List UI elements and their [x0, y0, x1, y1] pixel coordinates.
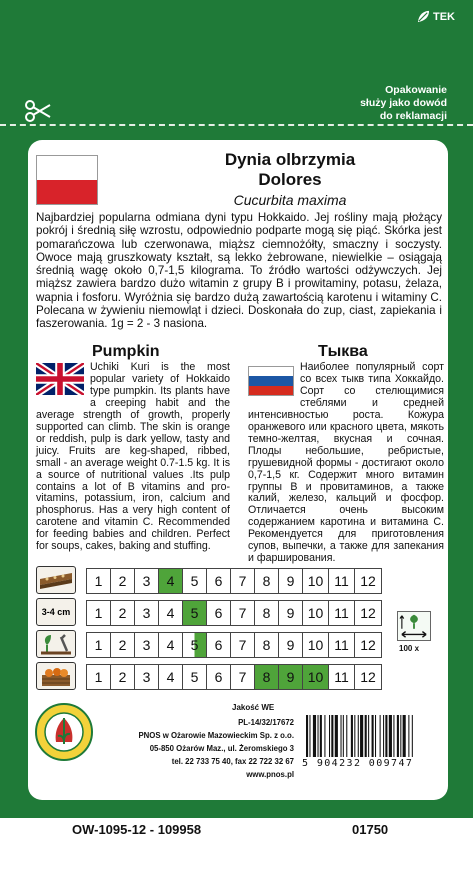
month-cell: 7 — [231, 665, 255, 689]
month-cell: 1 — [87, 633, 111, 657]
month-cell: 10 — [303, 633, 329, 657]
month-cell: 6 — [207, 665, 231, 689]
month-cell: 11 — [329, 665, 355, 689]
month-cell: 5 — [183, 601, 207, 625]
month-cell: 9 — [279, 601, 303, 625]
month-cells — [86, 664, 382, 690]
month-cell: 9 — [279, 633, 303, 657]
transplant-icon — [36, 630, 76, 658]
month-cell: 4 — [159, 633, 183, 657]
month-cell: 11 — [329, 633, 355, 657]
month-cell: 3 — [135, 601, 159, 625]
month-cell: 6 — [207, 633, 231, 657]
month-cell: 7 — [231, 569, 255, 593]
russian-text: Наиболее популярный сорт со всех тыкв типа Хоккайдо. Сорт со стелющимися стеблями и средней интенсивностью роста. Кожура оранжевого или красного цвета, мякоть темно-желтая, вкусная и сочная. Плоды небольшие, ребристые, грушевидной формы - достигают около 0,7-1,5 кг. Содержит много витамин группы B и провитаминов, а также калий, железо, кальций и фосфор. Отличается очень высоким содержанием каротина и витамина С. Рекомендуется для приготовления супов, выпечки, а также для запекания и фарширования. — [248, 361, 444, 565]
month-cell: 12 — [355, 633, 381, 657]
month-cell: 7 — [231, 633, 255, 657]
month-cell: 4 — [159, 665, 183, 689]
month-cell: 7 — [231, 601, 255, 625]
month-cell: 5 — [183, 633, 207, 657]
producer-info — [100, 716, 294, 781]
month-cell: 3 — [135, 665, 159, 689]
sowing-depth-icon — [36, 598, 76, 626]
pnos-logo — [34, 702, 94, 762]
month-cell: 8 — [255, 633, 279, 657]
month-cell: 8 — [255, 601, 279, 625]
uk-flag — [36, 363, 84, 395]
month-cells — [86, 600, 382, 626]
seed-tray-icon — [36, 566, 76, 594]
calendar-row — [36, 662, 376, 690]
polish-flag — [36, 155, 98, 205]
month-cell: 8 — [255, 665, 279, 689]
product-name: Dynia olbrzymia — [224, 150, 356, 169]
month-cell: 1 — [87, 665, 111, 689]
month-cell: 3 — [135, 569, 159, 593]
month-cell: 9 — [279, 569, 303, 593]
month-cell: 10 — [303, 569, 329, 593]
month-cell: 8 — [255, 569, 279, 593]
complaint-line-1: Opakowanie — [385, 84, 447, 96]
spacing-label: 100 x — [399, 644, 420, 653]
sowing-depth-label: 3-4 cm — [41, 607, 71, 617]
month-cell: 9 — [279, 665, 303, 689]
month-cell: 2 — [111, 601, 135, 625]
month-cell: 12 — [355, 569, 381, 593]
month-cells — [86, 568, 382, 594]
month-cell: 10 — [303, 601, 329, 625]
tek-brand — [417, 10, 455, 23]
russian-flag — [248, 366, 294, 396]
leaf-icon — [417, 10, 430, 23]
month-cell: 5 — [183, 569, 207, 593]
barcode-digits: 5 904232 009747 — [302, 758, 414, 769]
batch-number: 01750 — [352, 822, 389, 837]
month-cell: 11 — [329, 569, 355, 593]
month-cell: 3 — [135, 633, 159, 657]
month-cell: 4 — [159, 569, 183, 593]
month-cell: 12 — [355, 665, 381, 689]
calendar-row — [36, 566, 376, 594]
english-heading: Pumpkin — [92, 343, 160, 360]
complaint-line-2: służy jako dowód — [360, 97, 447, 109]
latin-name: Cucurbita maxima — [233, 192, 347, 208]
month-cell: 12 — [355, 601, 381, 625]
producer-name: PNOS w Ożarowie Mazowieckim Sp. z o.o. — [138, 731, 294, 740]
month-cell: 2 — [111, 633, 135, 657]
calendar-row — [36, 630, 376, 658]
month-cell: 1 — [87, 569, 111, 593]
registration-number: PL-14/32/17672 — [238, 718, 294, 727]
month-cell: 4 — [159, 601, 183, 625]
product-code: OW-1095-12 - 109958 — [72, 822, 202, 837]
description-polish: Najbardziej popularna odmiana dyni typu Hokkaido. Jej rośliny mają płożący pokrój i średnią siłę wzrostu, odpowiednio podparte mogą się piąć. Skórka jest pomarańczowa lub czerwonawa, miąższ ciemnożółty, smaczny i soczysty. Owoce mają gruszkowaty kształt, są lekko żebrowane, niewielkie – osiągają średnią wagę około 0,7-1,5 kilograma. To źródło wartości odżywczych. Jej miąższ zawiera bardzo dużo witamin z grupy B i prowitaminy, potasu, żelaza, wapnia i fosforu. Wyróżnia się bardzo dużą zawartością karotenu i witaminy C. Polecana w żywieniu niemowląt i dzieci. Doskonała do zup, ciast, zapiekania i faszerowania. 1g = 2 - 3 nasiona. — [36, 211, 442, 331]
quality-label: Jakość WE — [232, 703, 275, 712]
producer-website: www.pnos.pl — [246, 770, 294, 779]
month-cell: 2 — [111, 665, 135, 689]
producer-address: 05-850 Ożarów Maz., ul. Żeromskiego 3 — [149, 744, 294, 753]
month-cell: 10 — [303, 665, 329, 689]
harvest-crate-icon — [36, 662, 76, 690]
complaint-note — [360, 84, 447, 123]
plant-spacing-icon — [397, 611, 431, 641]
complaint-line-3: do reklamacji — [379, 110, 447, 122]
producer-phone: tel. 22 733 75 40, fax 22 722 32 67 — [171, 757, 294, 766]
russian-heading: Тыква — [318, 343, 368, 360]
month-cells — [86, 632, 382, 658]
calendar-row — [36, 598, 376, 626]
month-cell: 1 — [87, 601, 111, 625]
month-cell: 2 — [111, 569, 135, 593]
month-cell: 5 — [183, 665, 207, 689]
scissors-icon — [24, 97, 52, 125]
barcode — [304, 715, 447, 757]
month-cell: 6 — [207, 569, 231, 593]
product-title — [150, 150, 430, 190]
cut-line — [0, 124, 473, 126]
month-cell: 11 — [329, 601, 355, 625]
english-text: Uchiki Kuri is the most popular variety of Hokkaido type pumpkin. Its plants have a creeping habit and the average strength of growth, properly supported can climb. The skin is orange or reddish, pulp is dark yellow, tasty and juicy. Fruits are keg-shaped, ribbed, small - an average weight 0.7-1.5 kg. It is a source of nutritional values .Its pulp contains a lot of B vitamins and pro-vitamins, potassium, iron, calcium and phosphorus. Has a very high content of carotene and vitamin C. Recommended for feeding babies and children. Perfect for soups, cakes, baking and stuffing. — [36, 361, 230, 553]
month-cell: 6 — [207, 601, 231, 625]
variety-name: Dolores — [258, 170, 322, 189]
tek-label: TEK — [433, 10, 455, 23]
